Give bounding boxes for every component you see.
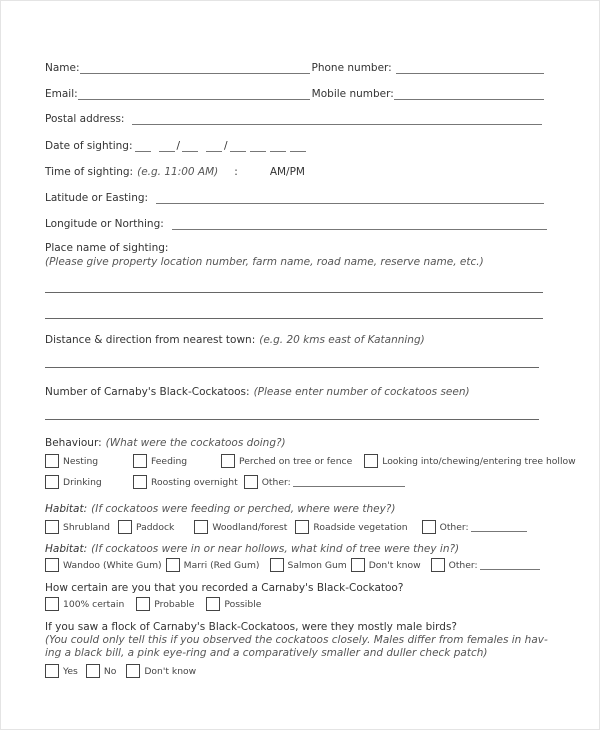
lat-input[interactable] — [156, 194, 544, 204]
place-label: Place name of sighting: — [45, 242, 169, 254]
male-hint: (You could only tell this if you observed the cockatoos closely. Males differ from females in hav- — [45, 634, 548, 646]
checkbox-feeding[interactable]: Feeding — [133, 454, 209, 468]
checkbox-habitat1-other[interactable]: Other: — [422, 520, 529, 534]
mobile-input[interactable] — [394, 90, 544, 100]
long-label: Longitude or Northing: — [45, 218, 164, 230]
checkbox-woodland[interactable]: Woodland/forest — [194, 520, 287, 534]
male-hint: ing a black bill, a pink eye-ring and a comparatively smaller and duller check patch) — [45, 647, 488, 659]
checkbox-drinking[interactable]: Drinking — [45, 475, 121, 489]
checkbox-wandoo[interactable]: Wandoo (White Gum) — [45, 558, 162, 572]
postal-label: Postal address: — [45, 113, 125, 125]
checkbox-salmon-gum[interactable]: Salmon Gum — [270, 558, 347, 572]
behaviour-hint: (What were the cockatoos doing?) — [105, 437, 286, 449]
certainty-label: How certain are you that you recorded a Carnaby's Black-Cockatoo? — [45, 582, 404, 594]
phone-label: Phone number: — [311, 62, 392, 74]
checkbox-yes[interactable]: Yes — [45, 664, 78, 678]
checkbox-100-certain[interactable]: 100% certain — [45, 597, 124, 611]
mobile-label: Mobile number: — [311, 88, 394, 100]
time-hint: (e.g. 11:00 AM) — [137, 166, 219, 178]
email-label: Email: — [45, 88, 78, 100]
lat-label: Latitude or Easting: — [45, 192, 149, 204]
distance-label: Distance & direction from nearest town: — [45, 334, 256, 346]
habitat1-label: Habitat: — [45, 503, 88, 515]
year-input[interactable] — [270, 142, 286, 152]
checkbox-paddock[interactable]: Paddock — [118, 520, 174, 534]
checkbox-no[interactable]: No — [86, 664, 117, 678]
checkbox-dont-know-tree[interactable]: Don't know — [351, 558, 421, 572]
month-input[interactable] — [206, 142, 222, 152]
phone-input[interactable] — [396, 64, 544, 74]
checkbox-shrubland[interactable]: Shrubland — [45, 520, 110, 534]
place-hint: (Please give property location number, farm name, road name, reserve name, etc.) — [45, 256, 484, 268]
checkbox-perched[interactable]: Perched on tree or fence — [221, 454, 352, 468]
number-label: Number of Carnaby's Black-Cockatoos: — [45, 386, 250, 398]
name-input[interactable] — [80, 64, 310, 74]
number-hint: (Please enter number of cockatoos seen) — [253, 386, 470, 398]
ampm-label: AM/PM — [269, 166, 305, 178]
day-input[interactable] — [135, 142, 151, 152]
number-input-line[interactable] — [45, 419, 539, 420]
name-label: Name: — [45, 62, 80, 74]
month-input[interactable] — [182, 142, 198, 152]
date-separator: / — [224, 140, 228, 152]
checkbox-marri[interactable]: Marri (Red Gum) — [166, 558, 260, 572]
distance-input-line[interactable] — [45, 367, 539, 368]
checkbox-nesting[interactable]: Nesting — [45, 454, 121, 468]
checkbox-hollow[interactable]: Looking into/chewing/entering tree hollow — [364, 454, 575, 468]
year-input[interactable] — [250, 142, 266, 152]
year-input[interactable] — [230, 142, 246, 152]
checkbox-dont-know-male[interactable]: Don't know — [126, 664, 196, 678]
habitat2-label: Habitat: — [45, 543, 88, 555]
date-label: Date of sighting: — [45, 140, 133, 152]
date-separator: / — [176, 140, 181, 152]
year-input[interactable] — [290, 142, 306, 152]
time-colon: : — [234, 166, 238, 178]
checkbox-possible[interactable]: Possible — [206, 597, 261, 611]
long-input[interactable] — [172, 220, 547, 230]
checkbox-roosting[interactable]: Roosting overnight — [133, 475, 238, 489]
day-input[interactable] — [159, 142, 175, 152]
place-input-line[interactable] — [45, 318, 543, 319]
habitat1-hint: (If cockatoos were feeding or perched, where were they?) — [91, 503, 396, 515]
place-input-line[interactable] — [45, 292, 543, 293]
time-label: Time of sighting: — [45, 166, 134, 178]
checkbox-roadside[interactable]: Roadside vegetation — [295, 520, 407, 534]
male-label: If you saw a flock of Carnaby's Black-Cockatoos, were they mostly male birds? — [45, 621, 458, 633]
habitat2-hint: (If cockatoos were in or near hollows, what kind of tree were they in?) — [91, 543, 460, 555]
distance-hint: (e.g. 20 kms east of Katanning) — [259, 334, 425, 346]
checkbox-behaviour-other[interactable]: Other: — [244, 475, 407, 489]
postal-input[interactable] — [132, 115, 542, 125]
behaviour-label: Behaviour: — [45, 437, 102, 449]
checkbox-habitat2-other[interactable]: Other: — [431, 558, 542, 572]
checkbox-probable[interactable]: Probable — [136, 597, 194, 611]
email-input[interactable] — [78, 90, 310, 100]
